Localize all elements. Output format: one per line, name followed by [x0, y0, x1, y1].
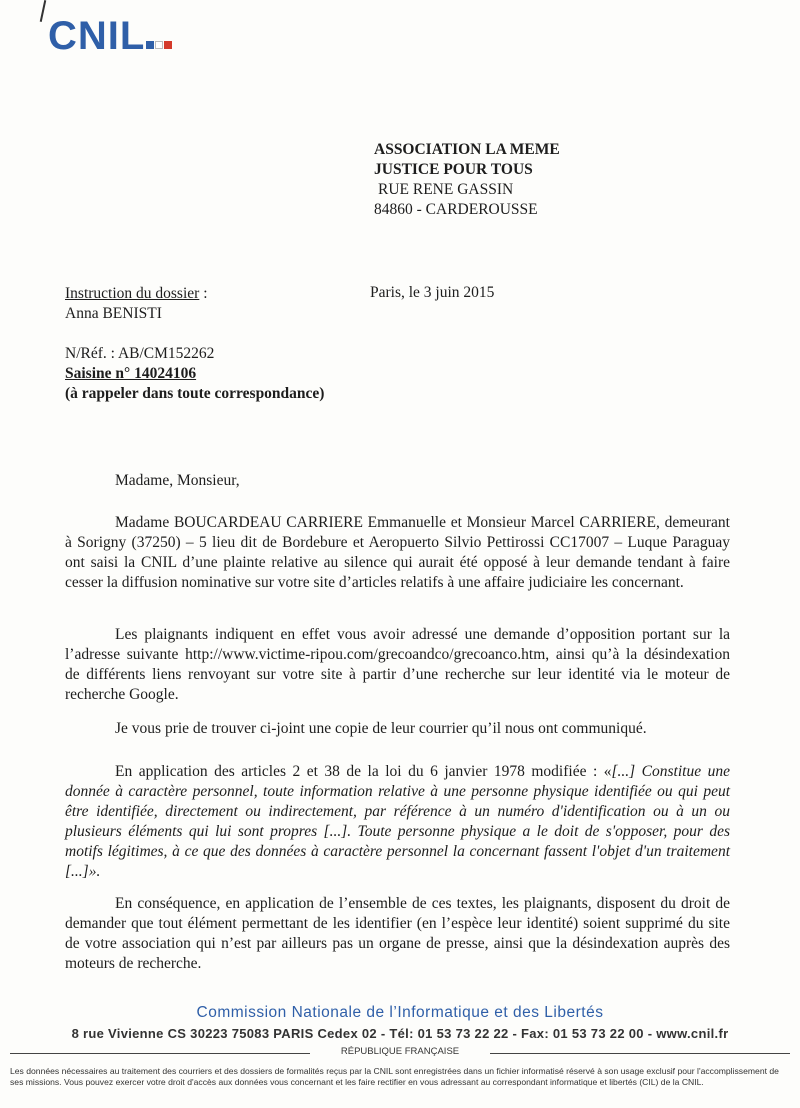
logo-square-red-icon	[164, 41, 172, 49]
paragraph-5-text: En conséquence, en application de l’ensemble de ces textes, les plaignants, disposent du droit de demander que tout élément permettant de les identifier (en l’espèce leur identité) soient supprimé du site de votre association qui n’est par ailleurs pas un organe de presse, ainsi que la désindexation auprès des moteurs de recherche.	[65, 895, 730, 972]
paragraph-4-quote: [...] Constitue une donnée à caractère personnel, toute information relative à une personne physique identifiée ou qui peut être identifiée, directement ou indirectement, par référence à un numéro d'identification ou à un ou plusieurs éléments qui lui sont propres [...]. Toute personne physique a le doit de s'opposer, pour des motifs légitimes, à ce que des données à caractère personnel la concernant fassent l'objet d'un traitement [...]	[65, 763, 730, 880]
recipient-line4: 84860 - CARDEROUSSE	[374, 201, 538, 218]
logo-square-white-icon	[155, 41, 163, 49]
legal-notice: Les données nécessaires au traitement des courriers et des dossiers de formalités reçus par la CNIL sont enregistrées dans un fichier informatisé réservé à son usage exclusif pour l'accomplissement de ses missions. Vous pouvez exercer votre droit d'accès aux données vous concernant et les faire rectifier en vous adressant au correspondant informatique et libertés (CIL) de la CNIL.	[10, 1066, 779, 1087]
recipient-line3: RUE RENE GASSIN	[378, 181, 514, 198]
republique-text: RÉPUBLIQUE FRANÇAISE	[335, 1046, 465, 1057]
saisine-number: Saisine n° 14024106	[65, 365, 197, 382]
instruction-block	[65, 284, 208, 324]
paragraph-4-intro: En application des articles 2 et 38 de la loi du 6 janvier 1978 modifiée : «	[115, 763, 612, 780]
footer-commission: Commission Nationale de l’Informatique et des Libertés	[196, 1004, 604, 1021]
logo-square-blue-icon	[146, 41, 154, 49]
paragraph-1-text: Madame BOUCARDEAU CARRIERE Emmanuelle et Monsieur Marcel CARRIERE, demeurant à Sorigny (37250) – 5 lieu dit de Bordebure et Aeropuerto Silvio Pettirossi CC17007 – Luque Paraguay ont saisi la CNIL d’une plainte relative au silence qui aurait été opposé à leur demande tendant à faire cesser la diffusion nominative sur votre site d’articles relatifs à une affaire judiciaire les concernant.	[65, 514, 730, 591]
footer-address: 8 rue Vivienne CS 30223 75083 PARIS Cedex 02 - Tél: 01 53 73 22 22 - Fax: 01 53 73 22 00 - www.cnil.fr	[71, 1026, 729, 1041]
paragraph-4-end: ».	[88, 863, 101, 880]
recipient-line2: JUSTICE POUR TOUS	[374, 161, 533, 178]
instruction-suffix: :	[199, 285, 208, 302]
cnil-logo	[48, 16, 172, 56]
recipient-line1: ASSOCIATION LA MEME	[374, 141, 560, 158]
paragraph-4	[65, 762, 730, 882]
paragraph-2-text: Les plaignants indiquent en effet vous avoir adressé une demande d’opposition portant sur la l’adresse suivante http://www.victime-ripou.com/grecoandco/grecoanco.htm, ainsi qu’à la désindexation de différents liens renvoyant sur votre site à partir d’une recherche sur leur identité via le moteur de recherche Google.	[65, 626, 730, 703]
logo-text: CNIL	[48, 14, 146, 58]
date-line: Paris, le 3 juin 2015	[370, 284, 495, 301]
paragraph-3	[65, 719, 730, 739]
paragraph-3-text: Je vous prie de trouver ci-joint une copie de leur courrier qu’il nous ont communiqué.	[115, 720, 647, 737]
reference-reminder: (à rappeler dans toute correspondance)	[65, 385, 325, 402]
republique-francaise	[0, 1046, 800, 1057]
reference-block	[65, 344, 324, 404]
paragraph-1	[65, 513, 730, 593]
instruction-label: Instruction du dossier	[65, 285, 200, 302]
greeting: Madame, Monsieur,	[115, 472, 240, 489]
paragraph-5	[65, 894, 730, 974]
pen-mark	[40, 0, 47, 22]
nref: N/Réf. : AB/CM152262	[65, 345, 215, 362]
instruction-name: Anna BENISTI	[65, 305, 162, 322]
paragraph-2	[65, 625, 730, 705]
recipient-address	[374, 140, 560, 220]
